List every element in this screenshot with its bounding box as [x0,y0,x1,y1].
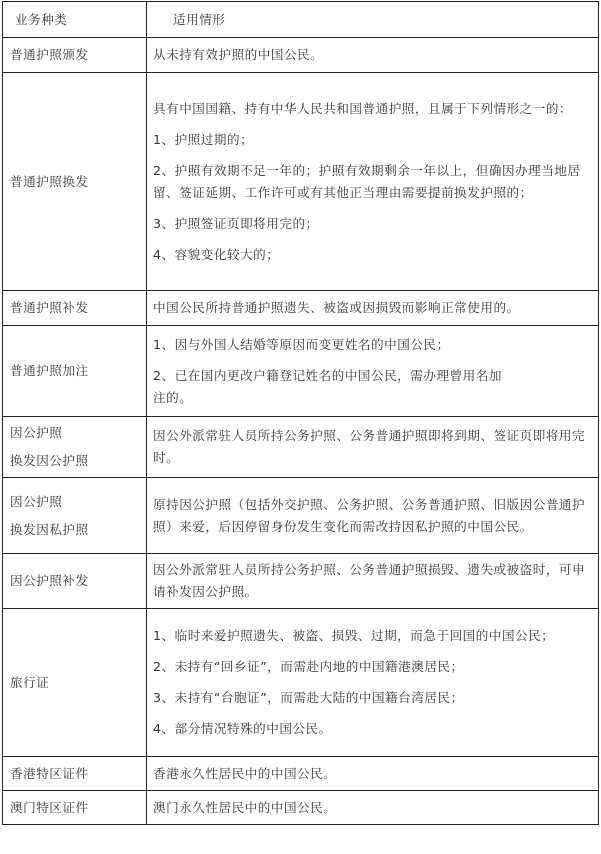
condition-text: 4、容貌变化较大的； [153,246,280,262]
row-business-type [3,757,147,791]
row-business-type [3,291,147,326]
condition-text: 3、未持有“台胞证”，而需赴大陆的中国籍台湾居民； [153,690,464,705]
table-row [3,291,599,326]
row-business-type [3,478,147,554]
condition-text: 具有中国国籍、持有中华人民共和国普通护照，且属于下列情形之一的： [153,100,572,116]
row-conditions [147,609,599,757]
table-row [3,38,599,73]
row-business-type [3,38,147,73]
row-conditions [147,791,599,825]
row-conditions [147,38,599,73]
row-conditions [147,291,599,326]
row-conditions [147,417,599,478]
business-type-text: 因公护照 [10,425,63,440]
row-conditions [147,326,599,417]
condition-text: 香港永久性居民中的中国公民。 [153,765,337,781]
business-type-text: 旅行证 [10,674,50,690]
row-business-type [3,326,147,417]
condition-text: 从未持有效护照的中国公民。 [153,47,324,62]
table-row [3,73,599,291]
header-business-type: 业务种类 [3,2,147,38]
table-row [3,326,599,417]
business-type-text: 普通护照加注 [10,363,89,378]
condition-text: 原持因公护照（包括外交护照、公务护照、公务普通护照、旧版因公普通护照）来爱，后因停留身份发生变化而需改持因私护照的中国公民。 [153,496,586,534]
condition-text: 1、护照过期的； [153,131,254,147]
condition-text: 因公外派常驻人员所持公务护照、公务普通护照即将到期、签证页即将用完时。 [153,428,586,465]
condition-text: 3、护照签证页即将用完的； [153,215,319,231]
business-type-text: 换发因私护照 [10,521,89,537]
condition-text: 1、临时来爱护照遗失、被盗、损毁、过期，而急于回国的中国公民； [153,628,555,643]
condition-text: 2、已在国内更改户籍登记姓名的中国公民，需办理曾用名加注的。 [153,367,502,405]
table-row [3,791,599,825]
service-table [2,1,599,825]
row-business-type [3,609,147,757]
condition-text: 澳门永久性居民中的中国公民。 [153,799,337,815]
condition-text: 1、因与外国人结婚等原因而变更姓名的中国公民； [153,336,450,352]
row-business-type [3,73,147,291]
row-business-type [3,554,147,609]
table-row [3,757,599,791]
row-conditions [147,757,599,791]
business-type-text: 因公护照 [10,493,63,509]
row-conditions [147,478,599,554]
condition-text: 4、部分情况特殊的中国公民。 [153,721,332,736]
header-applicable-conditions: 适用情形 [147,2,599,38]
table-row [3,554,599,609]
business-type-text: 香港特区证件 [10,765,89,781]
row-conditions [147,554,599,609]
condition-text: 中国公民所持普通护照遗失、被盗或因损毁而影响正常使用的。 [153,300,520,315]
row-business-type [3,791,147,825]
row-business-type [3,417,147,478]
table-row [3,478,599,554]
business-type-text: 换发因公护照 [10,453,89,468]
business-type-text: 普通护照颁发 [10,47,89,62]
condition-text: 2、未持有“回乡证”，而需赴内地的中国籍港澳居民； [153,659,464,674]
table-row [3,609,599,757]
row-conditions [147,73,599,291]
business-type-text: 普通护照换发 [10,173,89,189]
business-type-text: 普通护照补发 [10,300,89,315]
table-header-row [3,2,599,38]
condition-text: 2、护照有效期不足一年的；护照有效期剩余一年以上，但确因办理当地居留、签证延期、工作许可或有其他正当理由需要提前换发护照的； [153,162,581,200]
business-type-text: 因公护照补发 [10,573,89,588]
condition-text: 因公外派常驻人员所持公务护照、公务普通护照损毁、遗失或被盗时，可申请补发因公护照。 [153,562,586,599]
table-row [3,417,599,478]
business-type-text: 澳门特区证件 [10,799,89,815]
